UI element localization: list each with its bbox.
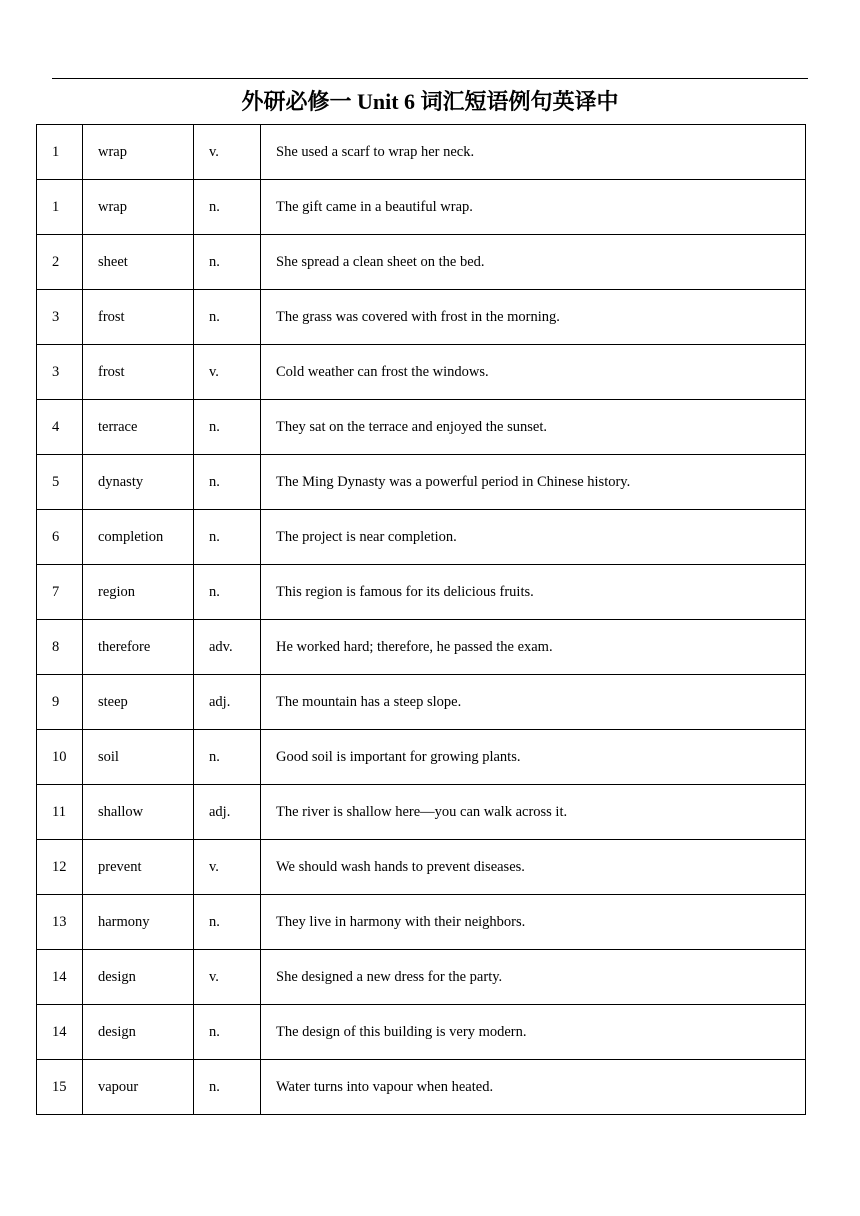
row-part-of-speech: n. — [194, 895, 261, 950]
row-example-sentence: The grass was covered with frost in the morning. — [261, 290, 806, 345]
row-part-of-speech: n. — [194, 180, 261, 235]
row-word: shallow — [83, 785, 194, 840]
row-word: therefore — [83, 620, 194, 675]
table-row — [37, 1005, 806, 1060]
row-part-of-speech: n. — [194, 235, 261, 290]
row-example-sentence: They live in harmony with their neighbors. — [261, 895, 806, 950]
table-row — [37, 345, 806, 400]
table-row — [37, 1060, 806, 1115]
row-part-of-speech: n. — [194, 290, 261, 345]
row-word: wrap — [83, 125, 194, 180]
row-part-of-speech: v. — [194, 950, 261, 1005]
row-part-of-speech: v. — [194, 840, 261, 895]
row-number: 1 — [37, 125, 83, 180]
table-row — [37, 565, 806, 620]
table-row — [37, 125, 806, 180]
row-word: completion — [83, 510, 194, 565]
row-example-sentence: She spread a clean sheet on the bed. — [261, 235, 806, 290]
table-row — [37, 730, 806, 785]
row-part-of-speech: n. — [194, 565, 261, 620]
row-word: terrace — [83, 400, 194, 455]
row-example-sentence: She designed a new dress for the party. — [261, 950, 806, 1005]
row-number: 9 — [37, 675, 83, 730]
table-row — [37, 510, 806, 565]
row-example-sentence: He worked hard; therefore, he passed the exam. — [261, 620, 806, 675]
row-part-of-speech: n. — [194, 455, 261, 510]
row-example-sentence: They sat on the terrace and enjoyed the sunset. — [261, 400, 806, 455]
table-row — [37, 785, 806, 840]
row-number: 11 — [37, 785, 83, 840]
row-number: 14 — [37, 950, 83, 1005]
table-row — [37, 675, 806, 730]
row-word: design — [83, 950, 194, 1005]
row-number: 5 — [37, 455, 83, 510]
row-part-of-speech: n. — [194, 510, 261, 565]
table-row — [37, 180, 806, 235]
row-part-of-speech: adj. — [194, 785, 261, 840]
row-example-sentence: The design of this building is very modern. — [261, 1005, 806, 1060]
row-part-of-speech: n. — [194, 730, 261, 785]
row-word: prevent — [83, 840, 194, 895]
row-number: 3 — [37, 345, 83, 400]
row-part-of-speech: v. — [194, 125, 261, 180]
row-number: 7 — [37, 565, 83, 620]
document-title: 外研必修一 Unit 6 词汇短语例句英译中 — [241, 89, 619, 114]
row-example-sentence: This region is famous for its delicious fruits. — [261, 565, 806, 620]
row-word: harmony — [83, 895, 194, 950]
row-part-of-speech: adj. — [194, 675, 261, 730]
row-number: 15 — [37, 1060, 83, 1115]
row-word: soil — [83, 730, 194, 785]
row-word: wrap — [83, 180, 194, 235]
row-word: design — [83, 1005, 194, 1060]
vocabulary-table-body — [37, 125, 806, 1115]
row-number: 6 — [37, 510, 83, 565]
row-word: frost — [83, 345, 194, 400]
row-example-sentence: The project is near completion. — [261, 510, 806, 565]
row-example-sentence: Water turns into vapour when heated. — [261, 1060, 806, 1115]
row-word: frost — [83, 290, 194, 345]
vocabulary-table — [36, 124, 806, 1115]
row-example-sentence: She used a scarf to wrap her neck. — [261, 125, 806, 180]
row-part-of-speech: v. — [194, 345, 261, 400]
row-example-sentence: Good soil is important for growing plants. — [261, 730, 806, 785]
row-example-sentence: We should wash hands to prevent diseases. — [261, 840, 806, 895]
row-word: region — [83, 565, 194, 620]
row-part-of-speech: n. — [194, 1060, 261, 1115]
row-example-sentence: The river is shallow here—you can walk across it. — [261, 785, 806, 840]
row-number: 3 — [37, 290, 83, 345]
table-row — [37, 840, 806, 895]
table-row — [37, 455, 806, 510]
row-number: 4 — [37, 400, 83, 455]
row-number: 1 — [37, 180, 83, 235]
row-word: dynasty — [83, 455, 194, 510]
table-row — [37, 290, 806, 345]
row-part-of-speech: adv. — [194, 620, 261, 675]
row-example-sentence: The gift came in a beautiful wrap. — [261, 180, 806, 235]
row-number: 8 — [37, 620, 83, 675]
table-row — [37, 620, 806, 675]
row-number: 13 — [37, 895, 83, 950]
row-word: steep — [83, 675, 194, 730]
row-example-sentence: The Ming Dynasty was a powerful period in Chinese history. — [261, 455, 806, 510]
row-number: 12 — [37, 840, 83, 895]
table-row — [37, 950, 806, 1005]
row-example-sentence: Cold weather can frost the windows. — [261, 345, 806, 400]
row-word: vapour — [83, 1060, 194, 1115]
row-part-of-speech: n. — [194, 1005, 261, 1060]
table-row — [37, 895, 806, 950]
row-number: 10 — [37, 730, 83, 785]
row-number: 2 — [37, 235, 83, 290]
row-example-sentence: The mountain has a steep slope. — [261, 675, 806, 730]
row-number: 14 — [37, 1005, 83, 1060]
header-rule — [52, 78, 808, 79]
table-row — [37, 235, 806, 290]
table-row — [37, 400, 806, 455]
row-word: sheet — [83, 235, 194, 290]
row-part-of-speech: n. — [194, 400, 261, 455]
